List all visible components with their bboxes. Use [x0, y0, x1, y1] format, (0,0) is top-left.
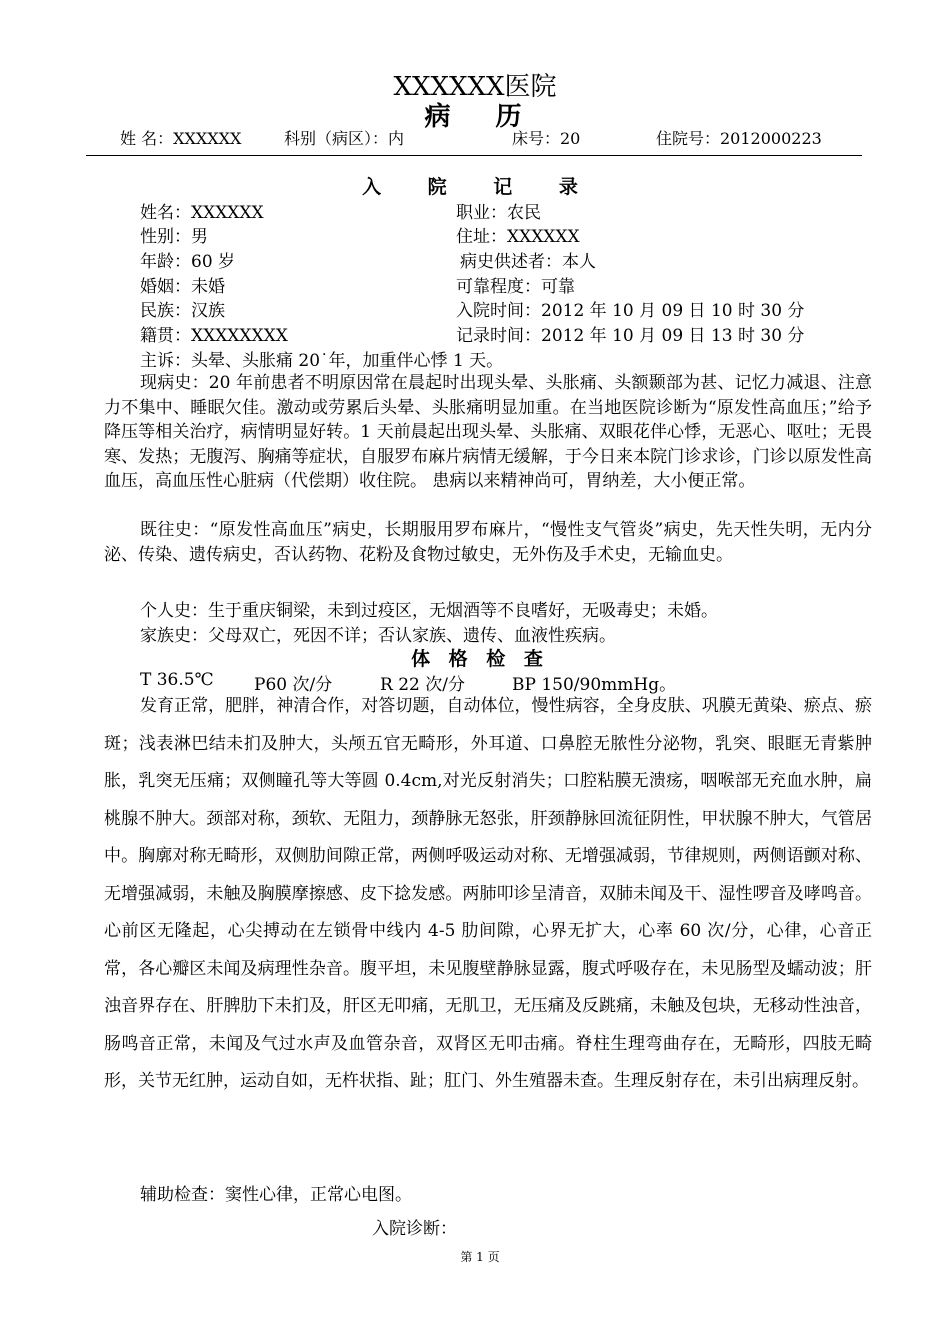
patient-name-header: 姓 名：XXXXXX [120, 129, 242, 148]
info-sex: 性别：男 [140, 227, 208, 247]
info-name: 姓名：XXXXXX [140, 203, 264, 223]
info-address: 住址：XXXXXX [456, 227, 580, 247]
physical-exam-title: 体 格 检 查 [411, 648, 549, 670]
info-admission-time: 入院时间：2012 年 10 月 09 日 10 时 30 分 [456, 301, 805, 321]
vital-temperature: T 36.5℃ [140, 670, 214, 690]
page-number: 第 1 页 [460, 1250, 500, 1264]
info-record-time: 记录时间：2012 年 10 月 09 日 13 时 30 分 [456, 326, 805, 346]
present-illness: 现病史：20 年前患者不明原因常在晨起时出现头晕、头胀痛、头额颞部为甚、记忆力减退、注意力不集中、睡眠欠佳。激动或劳累后头晕、头胀痛明显加重。在当地医院诊断为“原发性高血压；”给予降压等相关治疗，病情明显好转。1 天前晨起出现头晕、头胀痛、双眼花伴心悸，无恶心、呕吐；无畏寒、发热；无腹泻、胸痛等症状，自服罗布麻片病情无缓解，于今日来本院门诊求诊，门诊以原发性高血压，高血压性心脏病（代偿期）收住院。 患病以来精神尚可，胃纳差，大小便正常。 [104, 373, 872, 492]
info-history-provider: 病史供述者：本人 [460, 252, 596, 272]
past-history: 既往史：“原发性高血压”病史，长期服用罗布麻片，“慢性支气管炎”病史，先天性失明，无内分泌、传染、遗传病史，否认药物、花粉及食物过敏史，无外伤及手术史，无输血史。 [104, 520, 872, 565]
info-age: 年龄：60 岁 [140, 252, 236, 272]
hospital-name: XXXXXX医院 [393, 72, 557, 102]
physical-exam-findings: 发育正常，肥胖，神清合作，对答切题，自动体位，慢性病容，全身皮肤、巩膜无黄染、瘀点、瘀斑；浅表淋巴结未扪及肿大，头颅五官无畸形，外耳道、口鼻腔无脓性分泌物，乳突、眼眶无青紫肿胀，乳突无压痛；双侧瞳孔等大等圆 0.4cm,对光反射消失；口腔粘膜无溃疡，咽喉部无充血水肿，扁桃腺不肿大。颈部对称，颈软、无阻力，颈静脉无怒张，肝颈静脉回流征阴性，甲状腺不肿大，气管居中。胸廓对称无畸形，双侧肋间隙正常，两侧呼吸运动对称、无增强减弱，节律规则，两侧语颤对称、无增强减弱，未触及胸膜摩擦感、皮下捻发感。两肺叩诊呈清音，双肺未闻及干、湿性啰音及哮鸣音。心前区无隆起，心尖搏动在左锁骨中线内 4-5 肋间隙，心界无扩大，心率 60 次/分，心律，心音正常，各心瓣区未闻及病理性杂音。腹平坦，未见腹壁静脉显露，腹式呼吸存在，未见肠型及蠕动波；肝浊音界存在、肝脾肋下未扪及，肝区无叩痛，无肌卫，无压痛及反跳痛，未触及包块，无移动性浊音，肠鸣音正常，未闻及气过水声及血管杂音，双肾区无叩击痛。脊柱生理弯曲存在，无畸形，四肢无畸形，关节无红肿，运动自如，无杵状指、趾；肛门、外生殖器未查。生理反射存在，未引出病理反射。 [104, 696, 872, 1091]
vital-blood-pressure: BP 150/90mmHg。 [512, 675, 677, 695]
vital-pulse: P60 次/分 [254, 675, 333, 695]
chief-complaint: 主诉：头晕、头胀痛 20˙年，加重伴心悸 1 天。 [140, 351, 504, 371]
info-occupation: 职业：农民 [456, 203, 541, 223]
admission-number-header: 住院号：2012000223 [656, 129, 822, 148]
personal-history: 个人史：生于重庆铜梁，未到过疫区，无烟酒等不良嗜好，无吸毒史；未婚。 [140, 601, 718, 621]
family-history: 家族史：父母双亡，死因不详；否认家族、遗传、血液性疾病。 [140, 626, 616, 646]
vital-respiration: R 22 次/分 [380, 675, 465, 695]
header-divider [86, 155, 862, 156]
admission-record-title: 入 院 记 录 [362, 176, 598, 198]
info-native-place: 籍贯：XXXXXXXX [140, 326, 288, 346]
info-marital: 婚姻：未婚 [140, 277, 225, 297]
info-reliability: 可靠程度：可靠 [456, 277, 575, 297]
department-header: 科别（病区）：内 [284, 129, 405, 148]
admission-diagnosis: 入院诊断： [372, 1219, 457, 1239]
auxiliary-exam: 辅助检查：窦性心律，正常心电图。 [140, 1185, 412, 1205]
bed-number-header: 床号：20 [512, 129, 581, 148]
info-ethnicity: 民族：汉族 [140, 301, 225, 321]
document-type: 病 历 [424, 102, 540, 132]
